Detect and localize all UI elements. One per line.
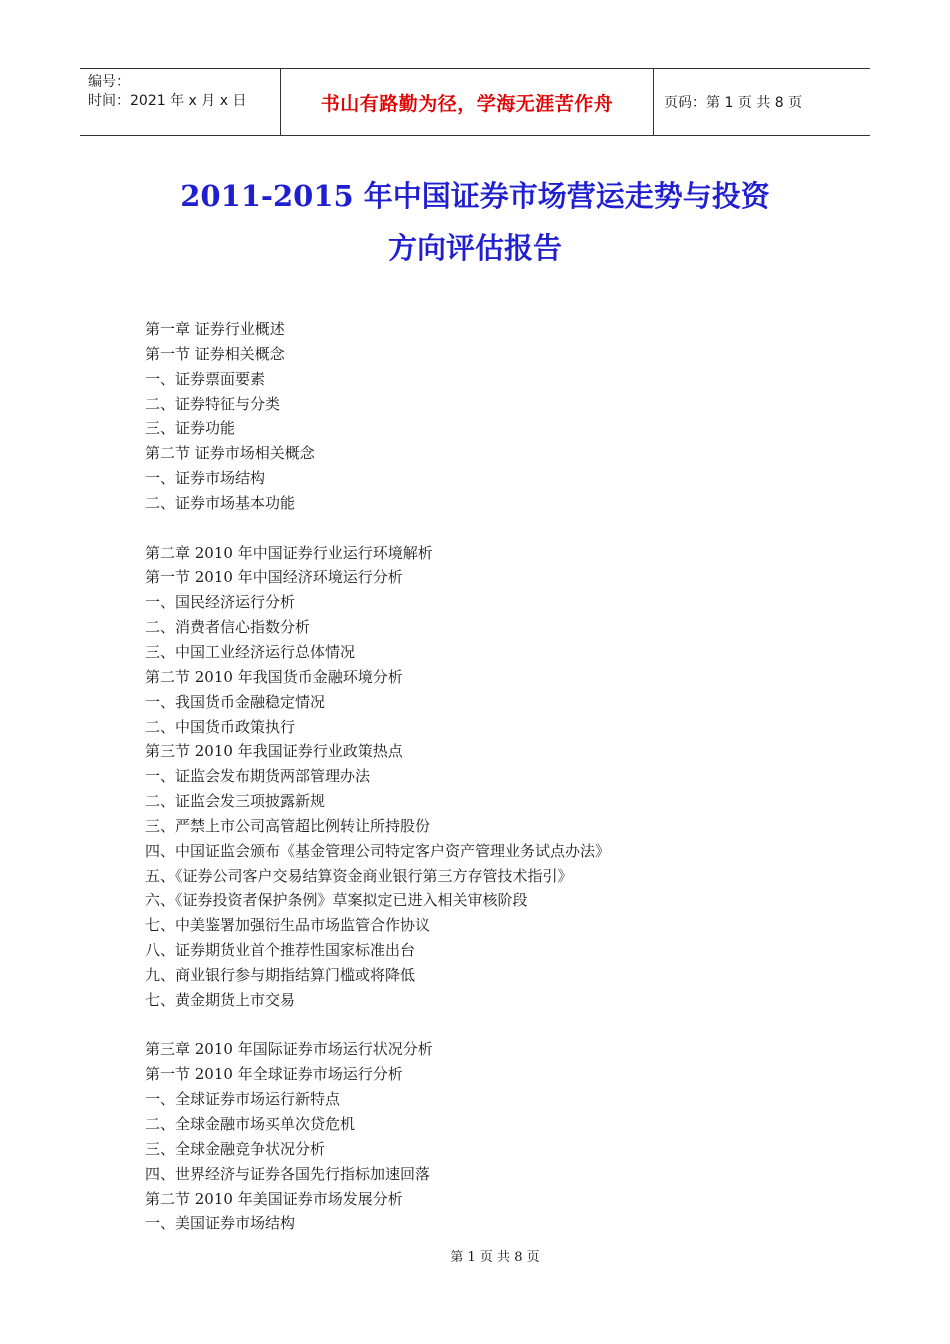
toc-entry: 三、中国工业经济运行总体情况 (145, 642, 356, 661)
toc-entry: 第三节 2010 年我国证券行业政策热点 (145, 742, 403, 761)
toc-entry: 二、证监会发三项披露新规 (145, 792, 326, 811)
toc-entry: 一、美国证券市场结构 (145, 1214, 296, 1233)
toc-entry: 三、证券功能 (145, 419, 236, 438)
toc-entry: 四、中国证监会颁布《基金管理公司特定客户资产管理业务试点办法》 (145, 841, 611, 860)
toc-entry: 第一节 2010 年全球证券市场运行分析 (145, 1065, 403, 1084)
document-title (0, 170, 950, 274)
toc-entry: 五、《证券公司客户交易结算资金商业银行第三方存管技术指引》 (145, 866, 573, 885)
toc-entry: 三、全球金融竞争状况分析 (145, 1139, 326, 1158)
toc-entry: 一、证券票面要素 (145, 369, 266, 388)
toc-entry: 二、证券特征与分类 (145, 394, 281, 413)
document-time-label: 时间：2021 年 x 月 x 日 (88, 93, 247, 109)
toc-entry: 一、全球证券市场运行新特点 (145, 1090, 341, 1109)
toc-entry: 第二节 证券市场相关概念 (145, 444, 315, 463)
header-motto: 书山有路勤为径，学海无涯苦作舟 (281, 69, 654, 135)
toc-entry: 七、中美鉴署加强衍生品市场监管合作协议 (145, 916, 431, 935)
toc-entry: 二、全球金融市场买单次贷危机 (145, 1115, 356, 1133)
toc-entry: 第二章 2010 年中国证券行业运行环境解析 (145, 543, 433, 562)
toc-entry: 二、证券市场基本功能 (145, 493, 296, 512)
title-line-2: 方向评估报告 (387, 231, 562, 265)
document-header (80, 68, 870, 136)
toc-entry: 第二节 2010 年我国货币金融环境分析 (145, 667, 403, 686)
header-page-info: 页码：第 1 页 共 8 页 (664, 95, 803, 111)
toc-entry: 第一章 证券行业概述 (145, 320, 285, 338)
toc-entry: 三、严禁上市公司高管超比例转让所持股份 (145, 816, 431, 835)
toc-entry: 九、商业银行参与期指结算门槛或将降低 (145, 965, 416, 984)
toc-entry: 一、我国货币金融稳定情况 (145, 692, 326, 711)
toc-entry: 第一节 证券相关概念 (145, 344, 285, 363)
toc-entry: 第三章 2010 年国际证券市场运行状况分析 (145, 1040, 433, 1059)
toc-spacer (145, 1013, 610, 1038)
toc-entry: 七、黄金期货上市交易 (145, 990, 296, 1009)
page-footer: 第 1 页 共 8 页 (450, 1250, 540, 1265)
document-number-label: 编号： (88, 74, 130, 90)
toc-entry: 四、世界经济与证券各国先行指标加速回落 (145, 1164, 431, 1183)
table-of-contents (145, 317, 610, 1236)
toc-entry: 八、证券期货业首个推荐性国家标准出台 (145, 941, 416, 960)
header-meta (80, 69, 281, 135)
toc-entry: 一、证监会发布期货两部管理办法 (145, 767, 371, 786)
toc-entry: 二、中国货币政策执行 (145, 717, 296, 736)
toc-entry: 二、消费者信心指数分析 (145, 618, 311, 637)
toc-entry: 一、国民经济运行分析 (145, 593, 296, 612)
toc-spacer (145, 516, 610, 541)
toc-entry: 第二节 2010 年美国证券市场发展分析 (145, 1189, 403, 1208)
toc-entry: 一、证券市场结构 (145, 469, 266, 488)
toc-entry: 第一节 2010 年中国经济环境运行分析 (145, 568, 403, 587)
title-line-1: 2011-2015 年中国证券市场营运走势与投资 (180, 179, 770, 213)
toc-entry: 六、《证券投资者保护条例》草案拟定已进入相关审核阶段 (145, 891, 528, 910)
